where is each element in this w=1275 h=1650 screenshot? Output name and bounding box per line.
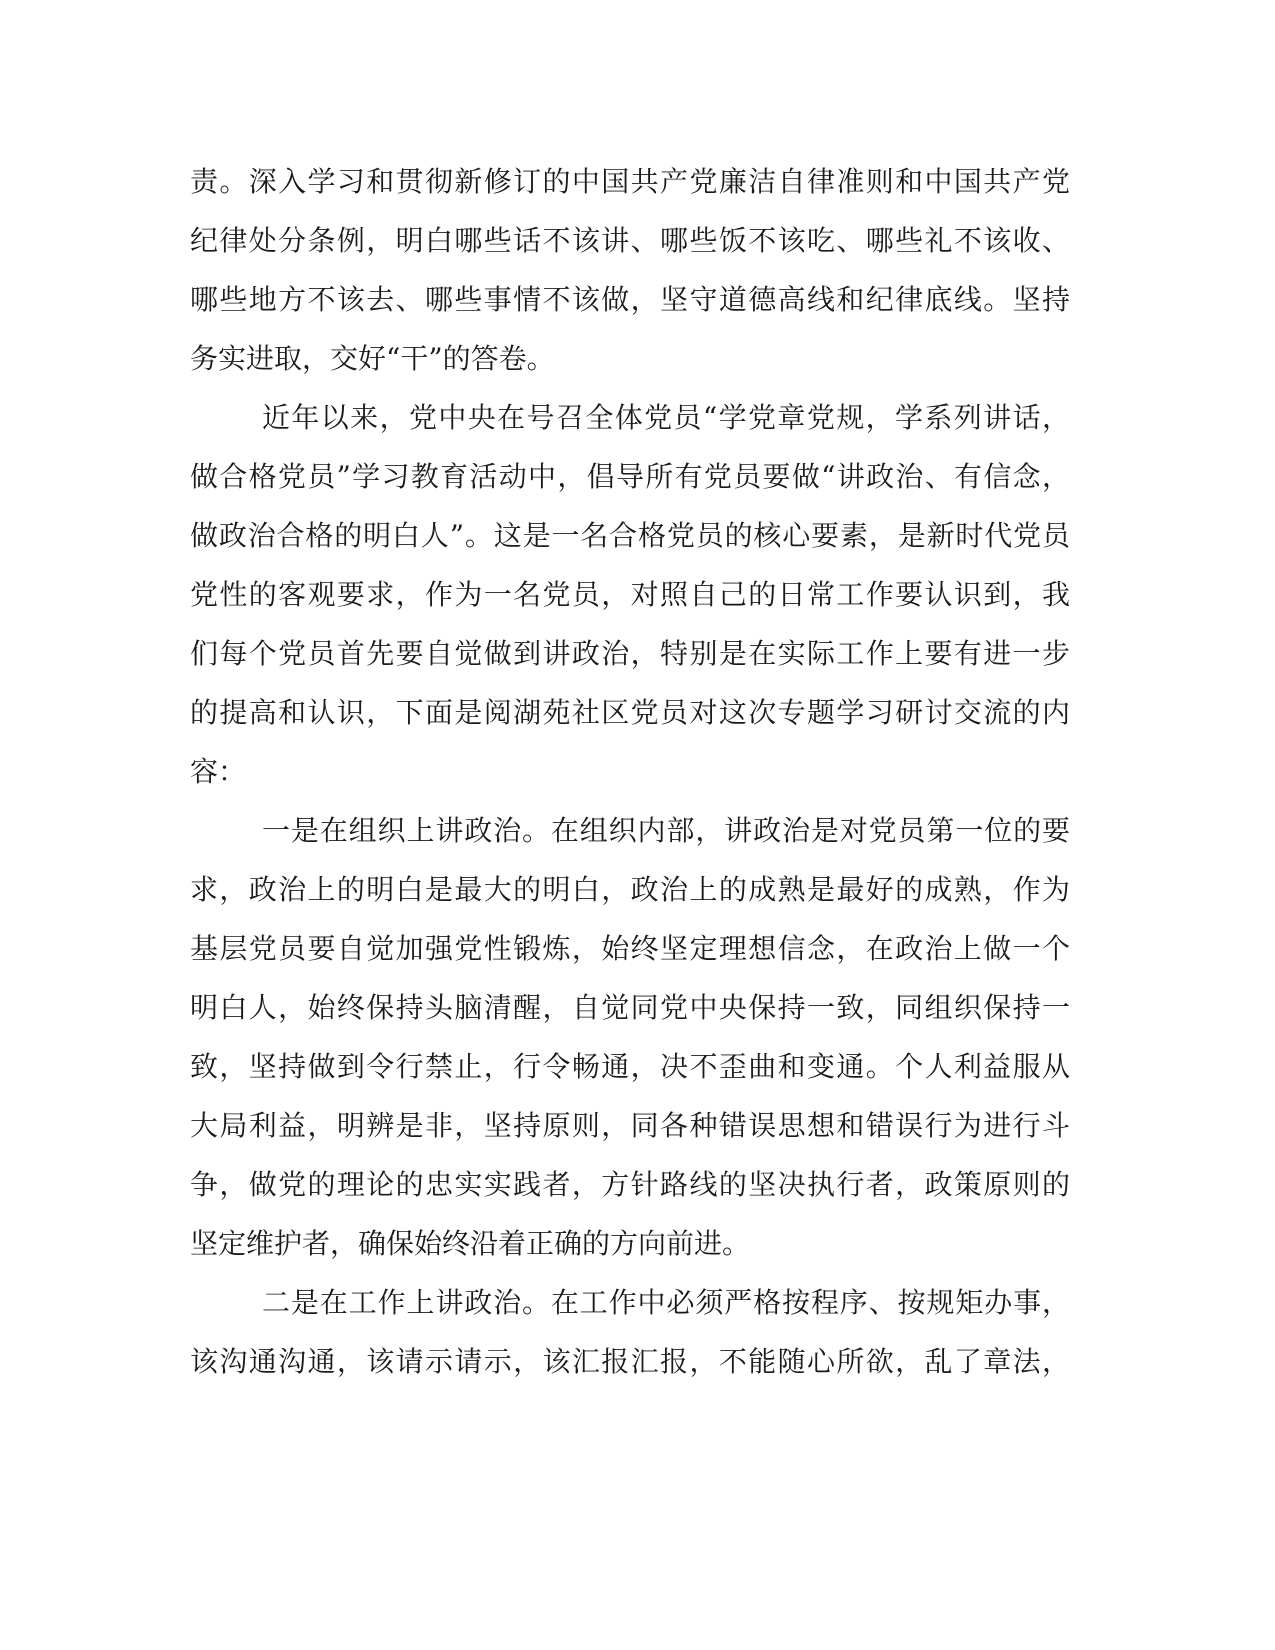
text-line: 坚定维护者，确保始终沿着正确的方向前进。	[190, 1227, 751, 1260]
text-line: 们每个党员首先要自觉做到讲政治，特别是在实际工作上要有进一步	[190, 637, 1070, 670]
text-line: 争，做党的理论的忠实实践者，方针路线的坚决执行者，政策原则的	[190, 1168, 1070, 1201]
text-line: 致，坚持做到令行禁止，行令畅通，决不歪曲和变通。个人利益服从	[190, 1050, 1070, 1083]
paragraph-first-line: 一是在组织上讲政治。在组织内部，讲政治是对党员第一位的要	[262, 814, 1070, 847]
text-line: 哪些地方不该去、哪些事情不该做，坚守道德高线和纪律底线。坚持	[190, 283, 1070, 316]
paragraph-first-line: 近年以来，党中央在号召全体党员“学党章党规，学系列讲话，	[262, 401, 1070, 434]
text-line: 明白人，始终保持头脑清醒，自觉同党中央保持一致，同组织保持一	[190, 991, 1070, 1024]
text-line: 做政治合格的明白人”。这是一名合格党员的核心要素，是新时代党员	[190, 519, 1070, 552]
text-line: 该沟通沟通，该请示请示，该汇报汇报，不能随心所欲，乱了章法，	[190, 1345, 1070, 1378]
text-line: 纪律处分条例，明白哪些话不该讲、哪些饭不该吃、哪些礼不该收、	[190, 224, 1070, 257]
text-line: 党性的客观要求，作为一名党员，对照自己的日常工作要认识到，我	[190, 578, 1070, 611]
text-line: 基层党员要自觉加强党性锻炼，始终坚定理想信念，在政治上做一个	[190, 932, 1070, 965]
text-line: 做合格党员”学习教育活动中，倡导所有党员要做“讲政治、有信念，	[190, 460, 1070, 493]
text-line: 务实进取，交好“干”的答卷。	[190, 342, 555, 375]
text-line: 责。深入学习和贯彻新修订的中国共产党廉洁自律准则和中国共产党	[190, 165, 1070, 198]
text-line: 求，政治上的明白是最大的明白，政治上的成熟是最好的成熟，作为	[190, 873, 1070, 906]
paragraph-first-line: 二是在工作上讲政治。在工作中必须严格按程序、按规矩办事，	[262, 1286, 1070, 1319]
text-line: 容：	[190, 755, 247, 788]
text-line: 的提高和认识，下面是阅湖苑社区党员对这次专题学习研讨交流的内	[190, 696, 1070, 729]
text-line: 大局利益，明辨是非，坚持原则，同各种错误思想和错误行为进行斗	[190, 1109, 1070, 1142]
